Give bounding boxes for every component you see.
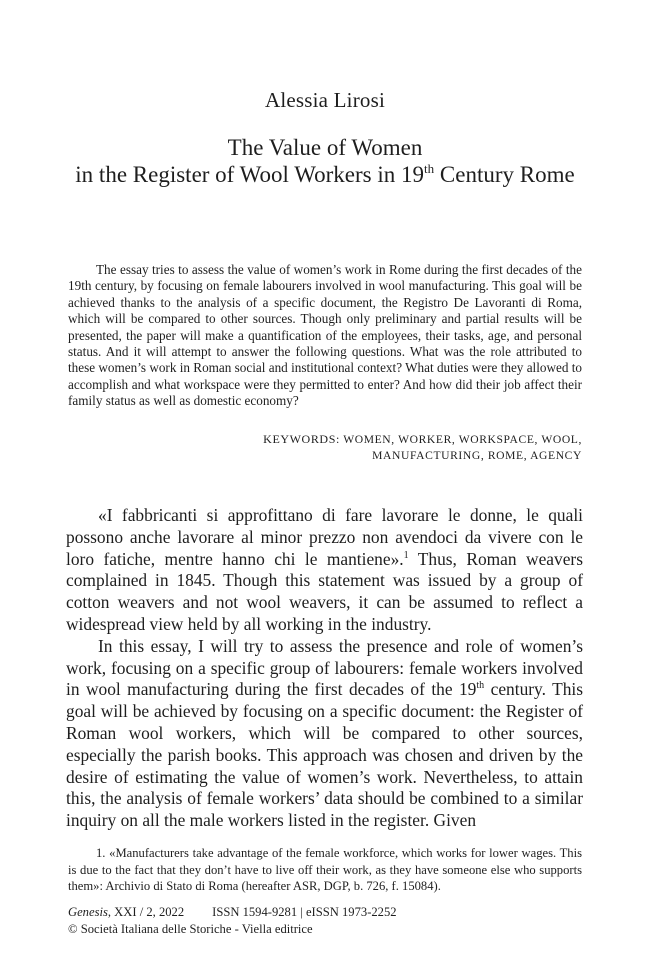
title-ordinal-suffix: th [424, 161, 435, 176]
footnote [68, 845, 582, 895]
body-ordinal-suffix: th [476, 680, 485, 692]
paper-title [0, 134, 650, 188]
footnote-1: 1. «Manufacturers take advantage of the female workforce, which works for lower wages. This is due to the fact that they don’t have to live off their work, as they have someone else who supports them»: Archivio di Stato di Roma (hereafter ASR, DGP, b. 726, f. 15084). [68, 846, 582, 894]
body-paragraph-1-rest: Thus, Roman weavers complained in 1845. Though this statement was issued by a group of cotton weavers and not wool weavers, it can be assumed to reflect a widespread view held by all working in the industry. [66, 548, 583, 634]
title-line-2-start: in the Register of Wool Workers in 19 [75, 162, 425, 187]
keywords-line-1 [162, 431, 582, 448]
journal-issue: , XXI / 2, 2022 [107, 905, 185, 919]
body-paragraph-2-start: In this essay, I will try to assess the presence and role of women’s work, focusing on a specific group of labourers: female workers involved in wool manufacturing during the first decades of the 19 [66, 635, 583, 700]
body-paragraph-1 [66, 505, 583, 636]
author-name: Alessia Lirosi [264, 88, 386, 112]
journal-name: Genesis [68, 905, 108, 919]
title-line-2-end: Century Rome [434, 162, 575, 187]
abstract-text: The essay tries to assess the value of women’s work in Rome during the first decades of the 19th century, by focusing on female labourers involved in wool manufacturing. This goal will be achieved thanks to the analysis of a specific document, the Registro De Lavoranti di Roma, which will be compared to other sources. Though only preliminary and partial results will be presented, the paper will make a quantification of the employees, their tasks, age, and personal status. And it will attempt to answer the following questions. What was the role attributed to these women’s work in Roman social and institutional context? What duties were they allowed to accomplish and what workspace were they permitted to enter? And how did their job affect their family status as well as domestic economy? [68, 262, 582, 409]
keywords-list-1: WOMEN, WORKER, WORKSPACE, WOOL, [343, 433, 582, 446]
footnote-ref-1[interactable]: 1 [403, 549, 409, 561]
keywords-label: KEYWORDS: [263, 432, 340, 446]
keywords-line-2: MANUFACTURING, ROME, AGENCY [372, 449, 582, 462]
body-paragraph-2-rest: century. This goal will be achieved by focusing on a specific document: the Register of Roman wool workers, which will be compared to other sources, especially the parish books. This approach was chosen and driven by the desire of estimating the value of women’s work. Nevertheless, to attain this, the analysis of female workers’ data should be combined to a similar inquiry on all the male workers listed in the register. Given [66, 679, 583, 831]
title-line-1: The Value of Women [227, 135, 423, 160]
keywords [162, 431, 582, 464]
title-line-2 [0, 161, 650, 188]
copyright: © Società Italiana delle Storiche - Viella editrice [68, 922, 313, 936]
body-paragraph-2 [66, 636, 583, 832]
body-quote: «I fabbricanti si approfittano di fare lavorare le donne, le quali possono anche lavorare al minor prezzo non avendoci da vivere con le loro fatiche, mentre hanno chi le mantiene». [66, 505, 583, 569]
issn: ISSN 1594-9281 | eISSN 1973-2252 [212, 905, 397, 919]
body-text [66, 505, 583, 832]
page-footer [68, 904, 582, 938]
footer-citation [68, 904, 582, 921]
abstract [68, 262, 582, 410]
